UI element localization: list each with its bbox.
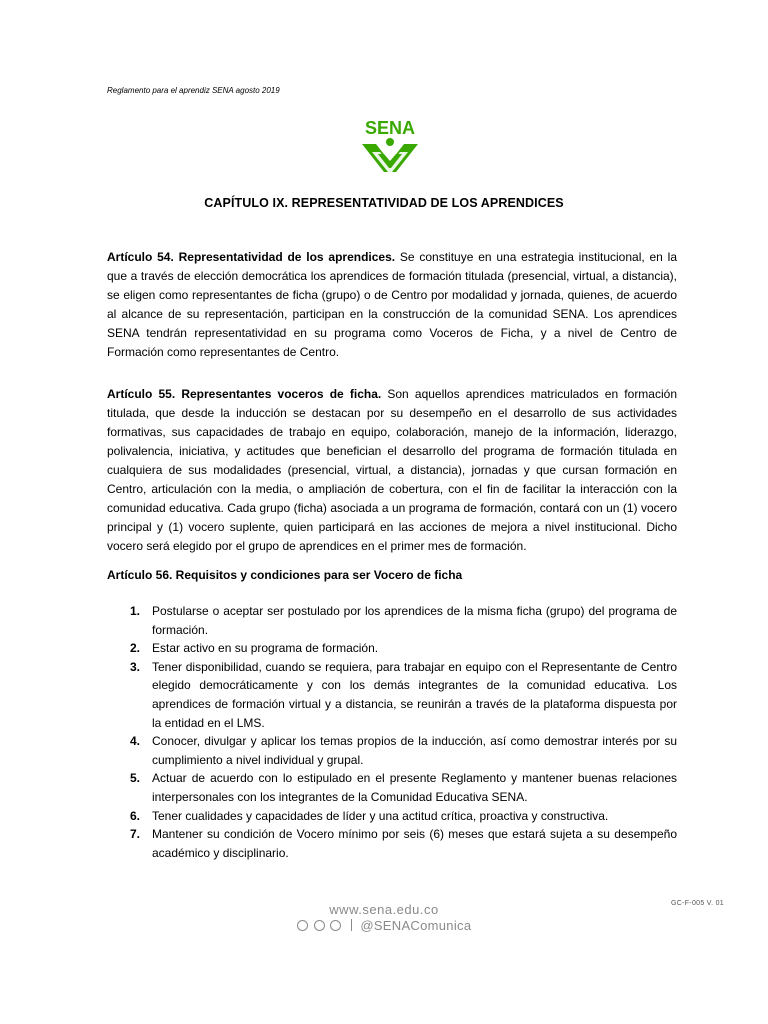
header-note: Reglamento para el aprendiz SENA agosto 2019 [107, 86, 280, 95]
chapter-title: CAPÍTULO IX. REPRESENTATIVIDAD DE LOS APRENDICES [204, 196, 564, 210]
requirements-list [107, 602, 677, 862]
article-54-heading: Artículo 54. Representatividad de los aprendices. [107, 250, 396, 264]
copyright-icon [314, 920, 325, 931]
sena-logo-head [386, 138, 394, 146]
sena-logo [354, 112, 426, 174]
document-code: GC-F-005 V. 01 [671, 900, 724, 907]
article-54-body: Se constituye en una estrategia institucional, en la que a través de elección democrática los aprendices de formación titulada (presencial, virtual, a distancia), se eligen como representantes de ficha (grupo) o de Centro por modalidad y jornada, quienes, de acuerdo al alcance de su representación, participan en la construcción de la comunidad SENA. Los aprendices SENA tendrán representatividad en su programa como Voceros de Ficha, y a nivel de Centro de Formación como representantes de Centro. [107, 250, 677, 359]
article-55-heading: Artículo 55. Representantes voceros de ficha. [107, 387, 382, 401]
article-55-body: Son aquellos aprendices matriculados en formación titulada, que desde la inducción se destacan por su desempeño en el desarrollo de sus actividades formativas, sus capacidades de trabajo en equipo, colaboración, manejo de la información, liderazgo, polivalencia, iniciativa, y actitudes que benefician el desarrollo del programa de formación titulada en cualquiera de sus modalidades (presencial, virtual, a distancia), jornadas y que cursan formación en Centro, articulación con la media, o ampliación de cobertura, con el fin de facilitar la interacción con la comunidad educativa. Cada grupo (ficha) asociada a un programa de formación, contará con un (1) vocero principal y (1) vocero suplente, quien participará en las acciones de mejora a nivel institucional. Dicho vocero será elegido por el grupo de aprendices en el primer mes de formación. [107, 387, 677, 553]
footer-social [0, 918, 768, 933]
list-item: 7. Mantener su condición de Vocero mínimo por seis (6) meses que estará sujeta a su desempeño académico y disciplinario. [130, 827, 677, 860]
list-item: 1. Postularse o aceptar ser postulado por los aprendices de la misma ficha (grupo) del programa de formación. [130, 604, 677, 637]
sena-logo-text: SENA [364, 118, 416, 138]
article-54 [107, 248, 677, 362]
article-55 [107, 385, 677, 556]
footer-url[interactable]: www.sena.edu.co [329, 902, 439, 917]
list-item: 6. Tener cualidades y capacidades de líder y una actitud crítica, proactiva y constructiva. [130, 808, 609, 823]
info-icon [330, 920, 341, 931]
social-handle[interactable]: @SENAComunica [360, 918, 472, 933]
list-item: 3. Tener disponibilidad, cuando se requiera, para trabajar en equipo con el Representante de Centro elegido democráticamente y con los demás integrantes de la comunidad educativa. Los aprendices de formación virtual y a distancia, se reunirán a través de la plataforma dispuesta por la entidad en el LMS. [130, 659, 677, 730]
creative-commons-icon [297, 920, 308, 931]
divider [351, 919, 352, 931]
article-56-heading: Artículo 56. Requisitos y condiciones para ser Vocero de ficha [107, 568, 463, 582]
list-item: 5. Actuar de acuerdo con lo estipulado en el presente Reglamento y mantener buenas relaciones interpersonales con los integrantes de la Comunidad Educativa SENA. [130, 771, 677, 804]
list-item: 4. Conocer, divulgar y aplicar los temas propios de la inducción, así como demostrar interés por su cumplimiento a nivel individual y grupal. [130, 734, 677, 767]
list-item: 2. Estar activo en su programa de formación. [130, 641, 379, 656]
